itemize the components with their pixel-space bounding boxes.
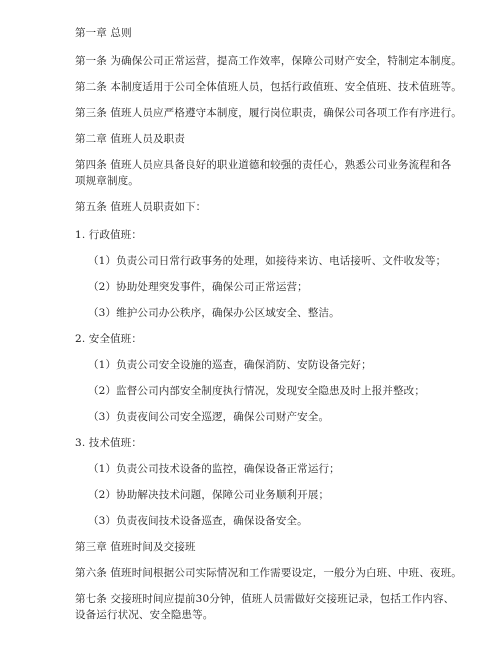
safety-duty-item-3: （3）负责夜间公司安全巡逻，确保公司财产安全。 bbox=[88, 411, 330, 423]
tech-duty-item-2: （2）协助解决技术问题，保障公司业务顺利开展； bbox=[88, 489, 330, 501]
safety-duty-item-1: （1）负责公司安全设施的巡查，确保消防、安防设备完好； bbox=[88, 359, 372, 371]
article-5: 第五条 值班人员职责如下： bbox=[75, 201, 207, 213]
chapter-2-heading: 第二章 值班人员及职责 bbox=[75, 133, 185, 145]
section-tech-duty: 3. 技术值班： bbox=[75, 437, 143, 449]
article-3: 第三条 值班人员应严格遵守本制度，履行岗位职责，确保公司各项工作有序进行。 bbox=[75, 107, 462, 119]
admin-duty-item-2: （2）协助处理突发事件，确保公司正常运营； bbox=[88, 281, 308, 293]
admin-duty-item-1: （1）负责公司日常行政事务的处理，如接待来访、电话接听、文件收发等； bbox=[88, 255, 447, 267]
article-1: 第一条 为确保公司正常运营，提高工作效率，保障公司财产安全，特制定本制度。 bbox=[75, 55, 462, 67]
article-6: 第六条 值班时间根据公司实际情况和工作需要设定，一般分为白班、中班、夜班。 bbox=[75, 567, 462, 579]
tech-duty-item-1: （1）负责公司技术设备的监控，确保设备正常运行； bbox=[88, 463, 340, 475]
article-7-line-1: 第七条 交接班时间应提前30分钟，值班人员需做好交接班记录，包括工作内容、 bbox=[75, 593, 455, 605]
safety-duty-item-2: （2）监督公司内部安全制度执行情况，发现安全隐患及时上报并整改； bbox=[88, 385, 425, 397]
article-2: 第二条 本制度适用于公司全体值班人员，包括行政值班、安全值班、技术值班等。 bbox=[75, 81, 462, 93]
section-admin-duty: 1. 行政值班： bbox=[75, 229, 143, 241]
admin-duty-item-3: （3）维护公司办公秩序，确保办公区域安全、整洁。 bbox=[88, 307, 340, 319]
tech-duty-item-3: （3）负责夜间技术设备巡查，确保设备安全。 bbox=[88, 515, 308, 527]
section-safety-duty: 2. 安全值班： bbox=[75, 333, 143, 345]
chapter-3-heading: 第三章 值班时间及交接班 bbox=[75, 541, 196, 553]
article-4-line-1: 第四条 值班人员应具备良好的职业道德和较强的责任心，熟悉公司业务流程和各 bbox=[75, 159, 452, 171]
article-4-line-2: 项规章制度。 bbox=[75, 175, 139, 187]
article-7-line-2: 设备运行状况、安全隐患等。 bbox=[75, 609, 214, 621]
chapter-1-heading: 第一章 总则 bbox=[75, 27, 132, 39]
